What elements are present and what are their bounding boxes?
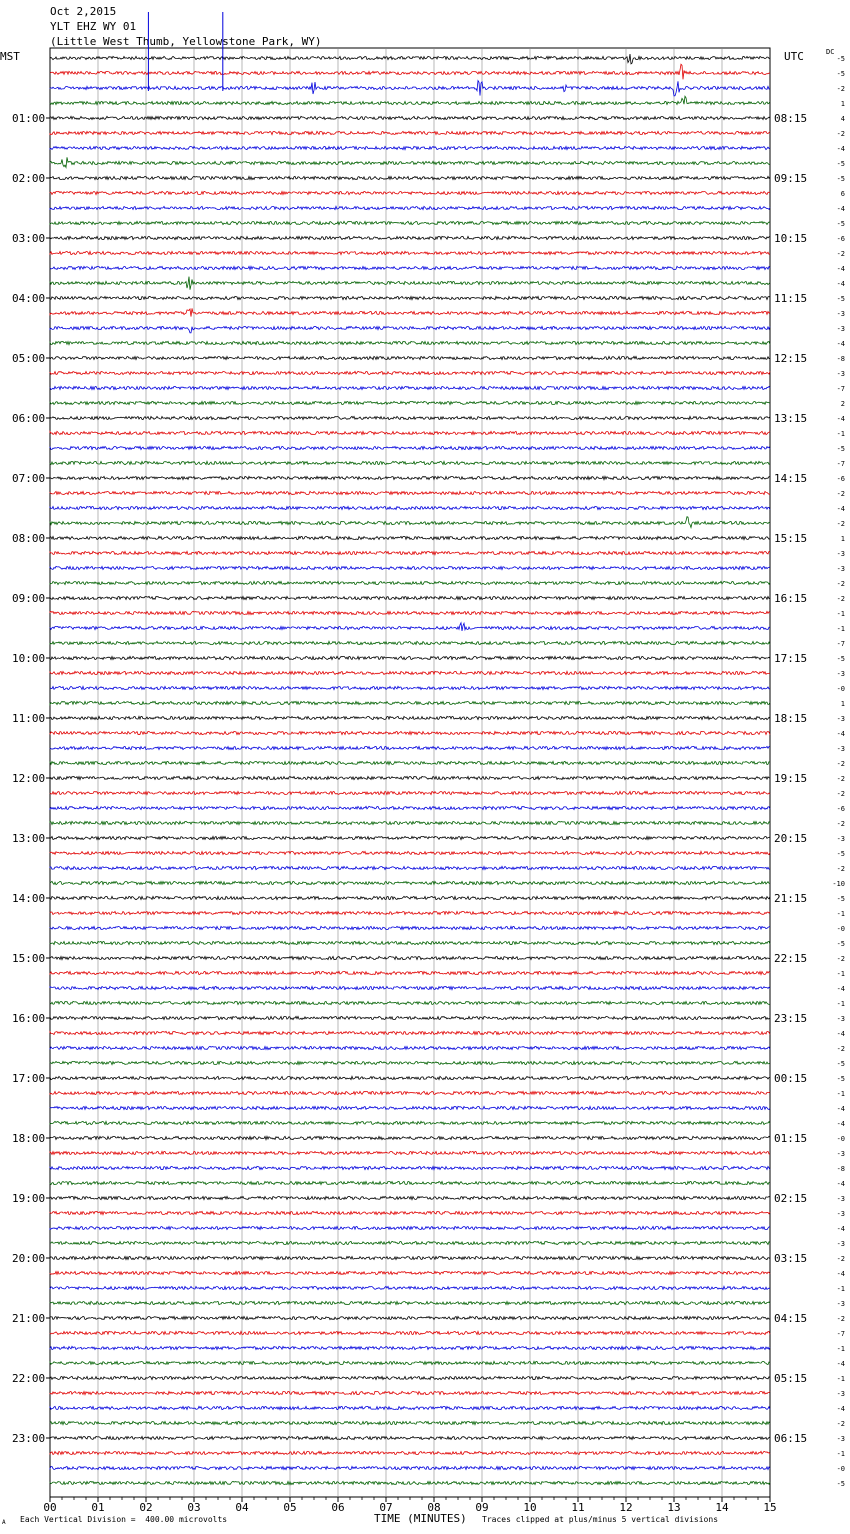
utc-hour-label: 13:15 [774,412,808,425]
utc-hour-label: 04:15 [774,1312,808,1325]
x-tick-label: 07 [379,1501,393,1514]
seismogram-trace [50,1181,770,1184]
seismogram-trace [50,1031,770,1034]
seismogram-trace [50,926,770,929]
dc-offset-label: -8 [836,1165,845,1173]
seismogram-trace [50,517,770,528]
dc-offset-label: 1 [840,700,845,708]
seismogram-trace [50,157,770,167]
seismogram-trace [50,1106,770,1109]
dc-offset-label: -2 [836,1420,845,1428]
seismogram-trace [50,866,770,869]
seismogram-trace [50,476,770,479]
seismogram-trace [50,623,770,631]
seismogram-trace [50,1286,770,1289]
seismogram-trace [50,656,770,659]
seismogram-trace [50,1166,770,1169]
dc-offset-label: -1 [836,970,845,978]
dc-offset-label: -3 [836,310,845,318]
dc-offset-label: -5 [836,895,845,903]
x-tick-label: 02 [139,1501,153,1514]
mst-hour-label: 02:00 [12,172,46,185]
seismogram-trace [50,1001,770,1004]
seismogram-trace [50,326,770,333]
dc-offset-label: 1 [840,100,845,108]
dc-offset-label: -2 [836,820,845,828]
dc-offset-label: -2 [836,130,845,138]
seismogram-trace [50,371,770,374]
seismogram-trace [50,1361,770,1364]
dc-offset-label: -4 [836,340,845,348]
dc-offset-label: -6 [836,475,845,483]
seismogram-trace [50,1256,770,1259]
utc-hour-label: 21:15 [774,892,808,905]
mst-hour-label: 15:00 [12,952,46,965]
x-tick-label: 14 [715,1501,729,1514]
seismogram-trace [50,881,770,884]
dc-offset-label: -2 [836,760,845,768]
dc-offset-label: -4 [836,1180,845,1188]
mst-hour-label: 19:00 [12,1192,46,1205]
mst-hour-label: 11:00 [12,712,46,725]
dc-offset-label: -6 [836,235,845,243]
dc-offset-label: -3 [836,1240,845,1248]
seismogram-trace [50,1151,770,1154]
seismogram-trace [50,266,770,269]
dc-offset-label: -5 [836,1060,845,1068]
utc-hour-label: 19:15 [774,772,808,785]
dc-offset-label: -5 [836,1480,845,1488]
dc-offset-label: -5 [836,70,845,78]
seismogram-trace [50,776,770,779]
seismogram-trace [50,54,770,64]
dc-offset-label: -0 [836,1465,845,1473]
utc-hour-label: 20:15 [774,832,808,845]
dc-offset-label: -2 [836,520,845,528]
mst-hour-label: 17:00 [12,1072,46,1085]
dc-offset-label: -4 [836,265,845,273]
seismogram-trace [50,506,770,509]
x-tick-label: 00 [43,1501,57,1514]
seismogram-trace [50,971,770,974]
seismogram-trace [50,761,770,764]
dc-offset-label: -5 [836,850,845,858]
dc-offset-label: -7 [836,460,845,468]
seismogram-trace [50,386,770,389]
utc-hour-label: 12:15 [774,352,808,365]
mst-hour-label: 04:00 [12,292,46,305]
seismogram-trace [50,1391,770,1394]
x-axis-title: TIME (MINUTES) [374,1512,467,1525]
dc-offset-label: -4 [836,1120,845,1128]
dc-offset-label: -5 [836,295,845,303]
seismogram-trace [50,671,770,674]
dc-offset-label: -5 [836,940,845,948]
seismogram-trace [50,731,770,734]
utc-hour-label: 09:15 [774,172,808,185]
dc-offset-label: -3 [836,715,845,723]
dc-offset-label: -3 [836,670,845,678]
utc-hour-label: 18:15 [774,712,808,725]
dc-offset-label: -2 [836,250,845,258]
dc-offset-label: -4 [836,145,845,153]
dc-offset-label: -4 [836,730,845,738]
mst-hour-label: 05:00 [12,352,46,365]
dc-offset-label: -4 [836,415,845,423]
header-date: Oct 2,2015 [50,5,117,18]
dc-offset-label: -5 [836,160,845,168]
dc-offset-label: -8 [836,355,845,363]
seismogram-trace [50,1301,770,1304]
mst-hour-label: 20:00 [12,1252,46,1265]
seismogram-trace [50,596,770,599]
x-tick-label: 06 [331,1501,345,1514]
seismogram-trace [50,701,770,704]
x-tick-label: 05 [283,1501,297,1514]
seismogram-trace [50,746,770,749]
corner-mark: A [2,1519,6,1526]
utc-hour-label: 08:15 [774,112,808,125]
seismogram-trace [50,1451,770,1454]
dc-offset-label: -2 [836,490,845,498]
dc-offset-label: -2 [836,85,845,93]
seismogram-trace [50,566,770,569]
dc-offset-label: -5 [836,220,845,228]
dc-offset-label: -3 [836,550,845,558]
seismogram-trace [50,941,770,944]
utc-hour-label: 22:15 [774,952,808,965]
dc-offset-label: -4 [836,1360,845,1368]
seismogram-trace [50,416,770,419]
seismogram-trace [50,206,770,209]
seismogram-trace [50,251,770,254]
seismogram-trace [50,611,770,614]
seismogram-trace [50,296,770,299]
seismogram-trace [50,1136,770,1139]
seismogram-trace [50,131,770,134]
seismogram-trace [50,308,770,316]
utc-hour-label: 01:15 [774,1132,808,1145]
seismogram-trace [50,1481,770,1484]
mst-hour-label: 10:00 [12,652,46,665]
dc-offset-label: -4 [836,1105,845,1113]
utc-hour-label: 11:15 [774,292,808,305]
dc-offset-label: -10 [832,880,845,888]
mst-label: MST [0,50,20,63]
dc-offset-label: -7 [836,1330,845,1338]
mst-hour-label: 09:00 [12,592,46,605]
dc-offset-label: -2 [836,1045,845,1053]
dc-offset-label: -4 [836,205,845,213]
utc-hour-label: 00:15 [774,1072,808,1085]
scale-note: Each Vertical Division = 400.00 microvolts [20,1515,228,1524]
mst-hour-label: 14:00 [12,892,46,905]
dc-offset-label: -1 [836,1345,845,1353]
dc-offset-label: -1 [836,1090,845,1098]
dc-offset-label: -2 [836,865,845,873]
x-tick-label: 08 [427,1501,441,1514]
mst-hour-label: 13:00 [12,832,46,845]
dc-offset-label: -0 [836,1135,845,1143]
mst-hour-label: 08:00 [12,532,46,545]
dc-offset-label: -3 [836,325,845,333]
seismogram-trace [50,146,770,149]
mst-hour-label: 12:00 [12,772,46,785]
dc-offset-label: -3 [836,835,845,843]
seismogram-trace [50,1226,770,1229]
utc-hour-label: 06:15 [774,1432,808,1445]
seismogram-trace [50,851,770,854]
dc-offset-label: -0 [836,685,845,693]
seismogram-trace [50,1016,770,1019]
seismogram-trace [50,551,770,554]
dc-offset-label: -4 [836,505,845,513]
dc-offset-label: -1 [836,1285,845,1293]
utc-hour-label: 23:15 [774,1012,808,1025]
dc-offset-label: -3 [836,1300,845,1308]
seismogram-trace [50,1421,770,1424]
seismogram-trace [50,491,770,494]
seismogram-trace [50,401,770,404]
dc-offset-label: -4 [836,1270,845,1278]
x-tick-label: 09 [475,1501,489,1514]
dc-offset-label: -5 [836,445,845,453]
dc-offset-label: -4 [836,1225,845,1233]
dc-offset-label: -1 [836,1000,845,1008]
seismogram-trace [50,446,770,449]
mst-hour-label: 06:00 [12,412,46,425]
seismogram-trace [50,911,770,914]
seismogram-trace [50,221,770,224]
dc-offset-label: -2 [836,790,845,798]
clip-note: Traces clipped at plus/minus 5 vertical divisions [482,1515,719,1524]
seismogram-trace [50,341,770,344]
dc-offset-label: -3 [836,745,845,753]
seismogram-trace [50,1196,770,1199]
mst-hour-label: 23:00 [12,1432,46,1445]
x-tick-label: 10 [523,1501,537,1514]
utc-hour-label: 03:15 [774,1252,808,1265]
seismogram-trace [50,1406,770,1409]
x-tick-label: 13 [667,1501,681,1514]
dc-offset-label: -7 [836,385,845,393]
seismogram-trace [50,1271,770,1274]
dc-offset-label: -3 [836,1435,845,1443]
header-station: YLT EHZ WY 01 [50,20,137,33]
seismogram-trace [50,791,770,794]
dc-offset-label: -2 [836,580,845,588]
x-tick-label: 11 [571,1501,585,1514]
dc-offset-label: -6 [836,805,845,813]
seismogram-trace [50,986,770,989]
x-tick-label: 15 [763,1501,777,1514]
seismogram-trace [50,277,770,290]
seismogram-trace [50,536,770,539]
dc-offset-label: -5 [836,175,845,183]
dc-offset-label: -2 [836,775,845,783]
dc-offset-label: -3 [836,1195,845,1203]
dc-offset-label: 6 [840,190,845,198]
utc-hour-label: 15:15 [774,532,808,545]
seismogram-trace [50,1211,770,1214]
dc-offset-label: -3 [836,370,845,378]
dc-offset-label: -1 [836,1375,845,1383]
utc-hour-label: 17:15 [774,652,808,665]
dc-offset-label: -1 [836,910,845,918]
dc-offset-label: -3 [836,1150,845,1158]
dc-offset-label: -2 [836,595,845,603]
seismogram-trace [50,116,770,119]
utc-hour-label: 10:15 [774,232,808,245]
mst-hour-label: 18:00 [12,1132,46,1145]
seismogram-trace [50,1376,770,1379]
plot-frame [50,48,770,1497]
mst-hour-label: 03:00 [12,232,46,245]
seismogram-trace [50,821,770,824]
dc-offset-label: 2 [840,400,845,408]
seismogram-trace [50,956,770,959]
utc-hour-label: 14:15 [774,472,808,485]
seismogram-trace [50,81,770,96]
dc-offset-label: -4 [836,1405,845,1413]
seismogram-trace [50,716,770,719]
dc-offset-label: -0 [836,925,845,933]
dc-offset-label: -1 [836,625,845,633]
x-tick-label: 01 [91,1501,105,1514]
utc-label: UTC [784,50,804,63]
mst-hour-label: 07:00 [12,472,46,485]
seismogram-trace [50,641,770,644]
dc-offset-label: -2 [836,1255,845,1263]
dc-offset-label: -4 [836,1030,845,1038]
dc-offset-label: -3 [836,1210,845,1218]
seismogram-trace [50,431,770,434]
seismogram-trace [50,176,770,179]
dc-offset-label: 1 [840,535,845,543]
seismogram-trace [50,1331,770,1334]
utc-hour-label: 02:15 [774,1192,808,1205]
seismogram-trace [50,1436,770,1439]
dc-offset-label: 4 [840,115,845,123]
seismogram-trace [50,836,770,839]
seismogram-trace [50,191,770,194]
dc-offset-label: -5 [836,655,845,663]
dc-label: DC [826,48,835,56]
seismogram-trace [50,96,770,104]
seismogram-trace [50,1061,770,1064]
x-tick-label: 03 [187,1501,201,1514]
seismogram-trace [50,1346,770,1349]
dc-offset-label: -3 [836,1015,845,1023]
seismogram-trace [50,1046,770,1049]
seismogram-trace [50,806,770,809]
seismogram-trace [50,1241,770,1244]
dc-offset-label: -1 [836,1450,845,1458]
dc-offset-label: -1 [836,610,845,618]
seismogram-trace [50,1076,770,1079]
seismogram-trace [50,1466,770,1469]
dc-offset-label: -4 [836,985,845,993]
seismogram-trace [50,356,770,359]
utc-hour-label: 05:15 [774,1372,808,1385]
x-tick-label: 04 [235,1501,249,1514]
dc-offset-label: -3 [836,565,845,573]
seismogram-trace [50,686,770,689]
dc-offset-label: -3 [836,1390,845,1398]
seismogram-trace [50,581,770,584]
dc-offset-label: -1 [836,430,845,438]
dc-offset-label: -2 [836,1315,845,1323]
seismogram-trace [50,1121,770,1124]
mst-hour-label: 16:00 [12,1012,46,1025]
seismogram-trace [50,64,770,79]
seismogram-trace [50,461,770,464]
mst-hour-label: 22:00 [12,1372,46,1385]
mst-hour-label: 01:00 [12,112,46,125]
utc-hour-label: 16:15 [774,592,808,605]
seismogram-trace [50,236,770,239]
dc-offset-label: -4 [836,280,845,288]
seismogram-trace [50,1091,770,1094]
dc-offset-label: -5 [836,55,845,63]
mst-hour-label: 21:00 [12,1312,46,1325]
header-location: (Little West Thumb, Yellowstone Park, WY) [50,35,322,48]
dc-offset-label: -5 [836,1075,845,1083]
seismogram-trace [50,1316,770,1319]
dc-offset-label: -7 [836,640,845,648]
x-tick-label: 12 [619,1501,633,1514]
seismogram-trace [50,896,770,899]
dc-offset-label: -2 [836,955,845,963]
